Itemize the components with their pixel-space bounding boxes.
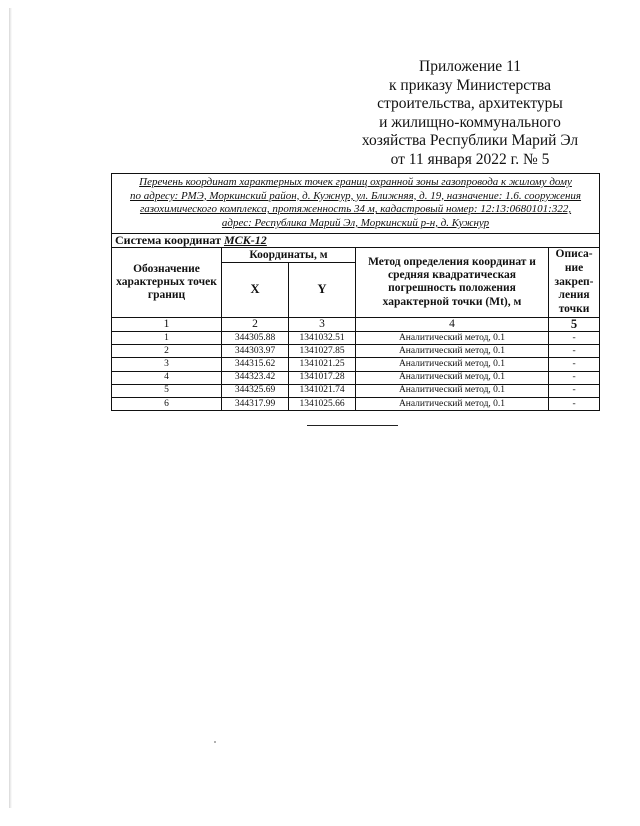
y-cell: 1341021.25	[289, 358, 356, 371]
caption-line: газохимического комплекса, протяженность 34 м, кадастровый номер: 12:13:0680101:322,	[139, 203, 572, 216]
scan-speck	[214, 741, 216, 743]
description-cell: -	[549, 331, 600, 344]
header-line: Приложение 11	[419, 58, 521, 75]
caption-line: адрес: Республика Марий Эл, Моркинский р-н, д. Кужнур	[221, 216, 490, 229]
table-row	[112, 345, 600, 358]
header-line: хозяйства Республики Марий Эл	[361, 132, 579, 150]
document-header	[340, 58, 600, 170]
coordinate-system-label: Система координат	[115, 233, 224, 247]
point-cell: 1	[112, 331, 222, 344]
method-cell: Аналитический метод, 0.1	[356, 397, 549, 410]
column-number: 3	[289, 317, 356, 331]
table-row	[112, 384, 600, 397]
header-coordinates: Координаты, м	[222, 248, 356, 263]
method-cell: Аналитический метод, 0.1	[356, 384, 549, 397]
end-of-document-line	[307, 425, 398, 426]
description-cell: -	[549, 397, 600, 410]
header-line: от 11 января 2022 г. № 5	[390, 150, 550, 168]
table-row	[112, 331, 600, 344]
point-cell: 2	[112, 345, 222, 358]
table-caption	[112, 174, 600, 234]
point-cell: 6	[112, 397, 222, 410]
header-x: X	[222, 263, 289, 318]
header-y: Y	[289, 263, 356, 318]
header-description-line: закреп-	[554, 275, 594, 288]
method-cell: Аналитический метод, 0.1	[356, 358, 549, 371]
column-number: 2	[222, 317, 289, 331]
x-cell: 344305.88	[222, 331, 289, 344]
header-description-line: Описа-	[555, 248, 593, 260]
point-cell: 4	[112, 371, 222, 384]
table-row	[112, 397, 600, 410]
header-description	[549, 248, 600, 318]
description-cell: -	[549, 345, 600, 358]
header-description-line: ления	[558, 289, 590, 302]
point-cell: 3	[112, 358, 222, 371]
x-cell: 344325.69	[222, 384, 289, 397]
method-cell: Аналитический метод, 0.1	[356, 331, 549, 344]
y-cell: 1341027.85	[289, 345, 356, 358]
y-cell: 1341025.66	[289, 397, 356, 410]
scan-page-edge	[9, 8, 12, 808]
column-number-row	[112, 317, 600, 331]
point-cell: 5	[112, 384, 222, 397]
column-number: 4	[356, 317, 549, 331]
method-cell: Аналитический метод, 0.1	[356, 371, 549, 384]
x-cell: 344315.62	[222, 358, 289, 371]
caption-line: Перечень координат характерных точек границ охранной зоны газопровода к жилому дому	[139, 176, 572, 188]
table-row	[112, 358, 600, 371]
method-cell: Аналитический метод, 0.1	[356, 345, 549, 358]
y-cell: 1341021.74	[289, 384, 356, 397]
header-line: и жилищно-коммунального	[379, 113, 561, 131]
coordinate-system-name: МСК-12	[223, 233, 267, 247]
header-line: строительства, архитектуры	[377, 95, 563, 113]
y-cell: 1341032.51	[289, 331, 356, 344]
x-cell: 344317.99	[222, 397, 289, 410]
table-row	[112, 371, 600, 384]
coordinates-table	[111, 173, 600, 411]
x-cell: 344323.42	[222, 371, 289, 384]
caption-line: по адресу: РМЭ, Моркинский район, д. Кужнур, ул. Ближняя, д. 19, назначение: 1.6. сооружения	[130, 189, 582, 202]
header-method: Метод определения координат и средняя квадратическая погрешность положения характерной точки (Mt), м	[356, 248, 549, 318]
column-number: 1	[112, 317, 222, 331]
coordinate-system	[112, 234, 600, 248]
description-cell: -	[549, 371, 600, 384]
description-cell: -	[549, 358, 600, 371]
header-line: к приказу Министерства	[389, 76, 551, 94]
column-number: 5	[549, 317, 600, 331]
description-cell: -	[549, 384, 600, 397]
y-cell: 1341017.28	[289, 371, 356, 384]
header-description-line: ние	[564, 261, 584, 274]
x-cell: 344303.97	[222, 345, 289, 358]
header-description-line: точки	[558, 303, 590, 316]
header-point: Обозначение характерных точек границ	[112, 248, 222, 318]
